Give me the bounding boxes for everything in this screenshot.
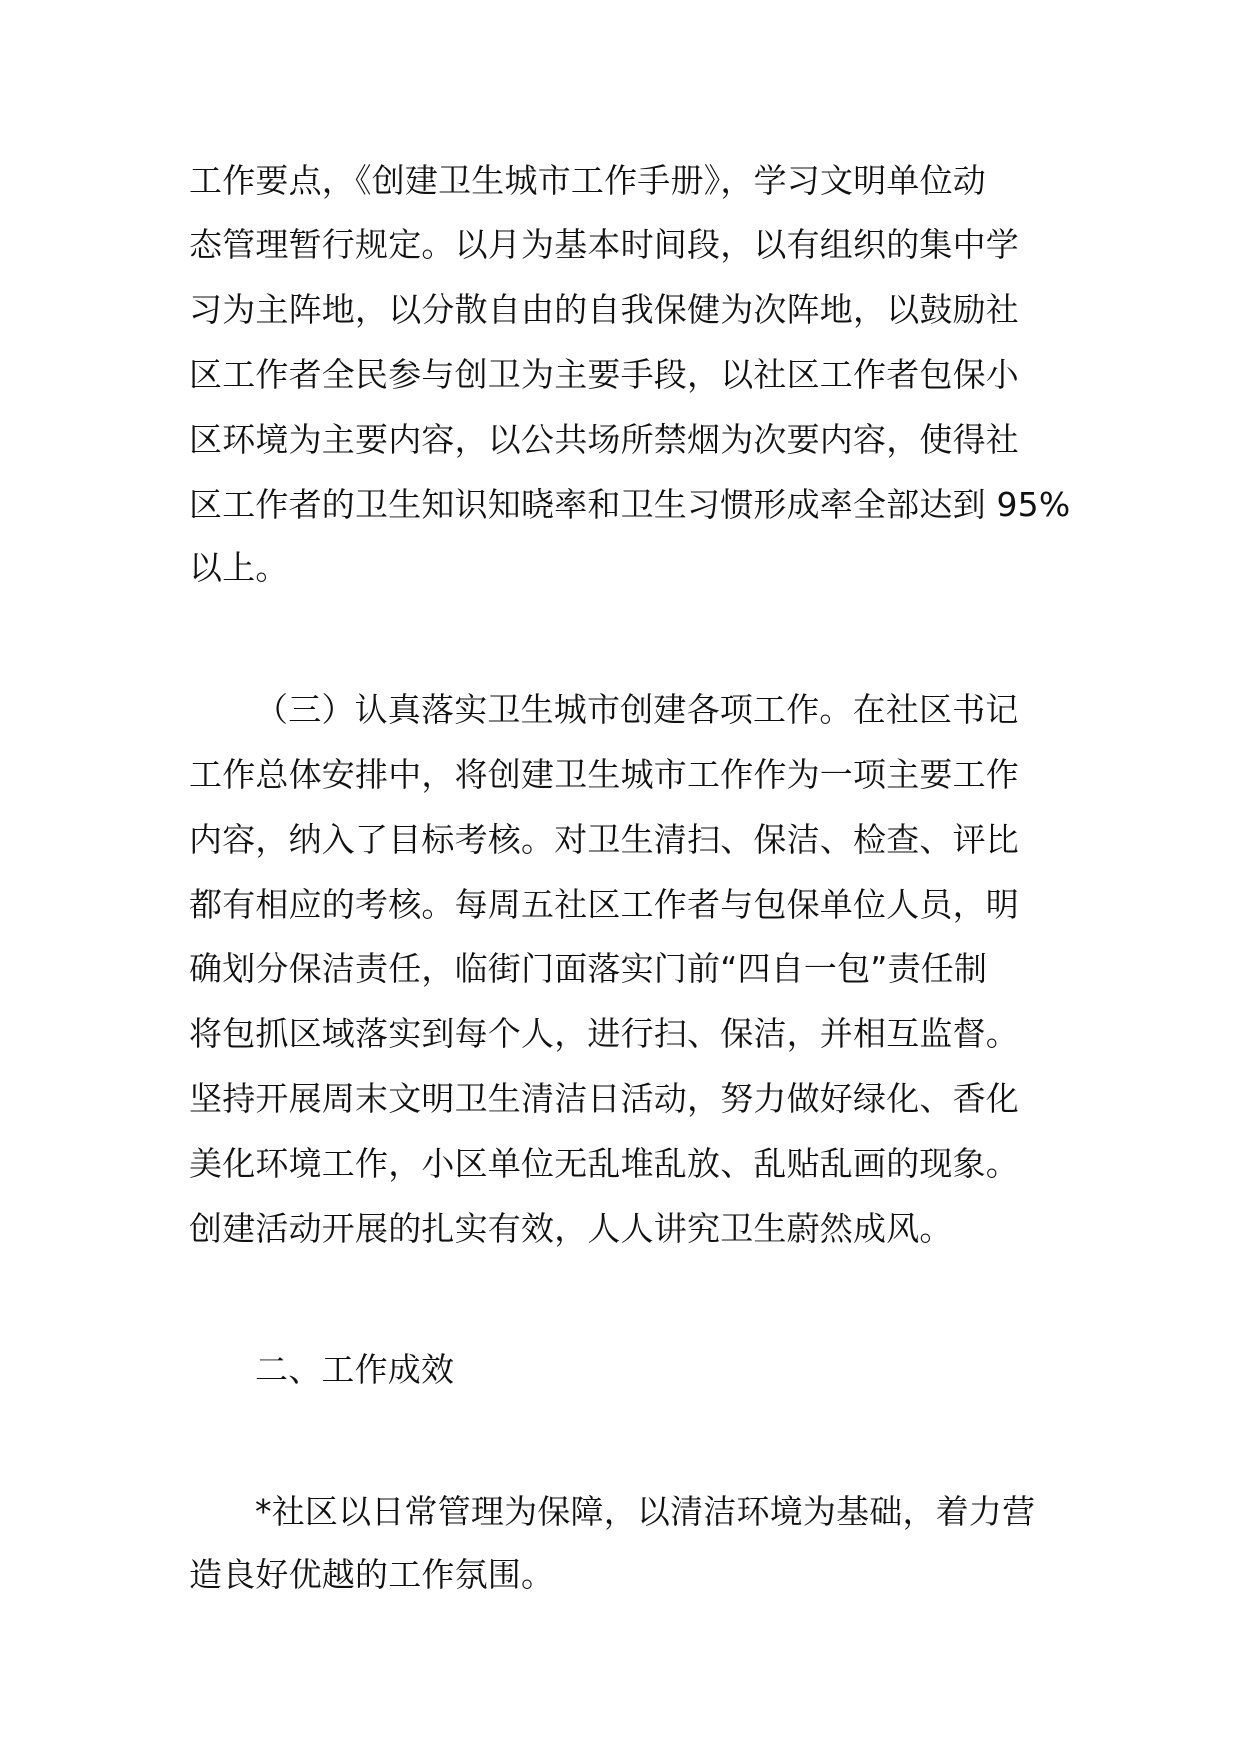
text-line: 都有相应的考核。每周五社区工作者与包保单位人员，明 — [189, 885, 1019, 924]
text-line: 习为主阵地，以分散自由的自我保健为次阵地，以鼓励社 — [189, 290, 1019, 329]
text-line: 造良好优越的工作氛围。 — [189, 1555, 555, 1594]
text-line: 内容，纳入了目标考核。对卫生清扫、保洁、检查、评比 — [189, 820, 1019, 859]
text-line: 确划分保洁责任，临街门面落实门前“四自一包”责任制 — [189, 949, 988, 988]
text-line: 将包抓区域落实到每个人，进行扫、保洁，并相互监督。 — [189, 1014, 1019, 1053]
text-line: 工作要点，《创建卫生城市工作手册》，学习文明单位动 — [189, 161, 986, 200]
text-line: 区工作者全民参与创卫为主要手段，以社区工作者包保小 — [189, 355, 1019, 394]
section-title: 二、工作成效 — [255, 1350, 455, 1389]
text-line: 坚持开展周末文明卫生清洁日活动，努力做好绿化、香化 — [189, 1079, 1019, 1118]
text-line: *社区以日常管理为保障，以清洁环境为基础，着力营 — [255, 1492, 1036, 1531]
text-line: 区环境为主要内容，以公共场所禁烟为次要内容，使得社 — [189, 420, 1019, 459]
text-line: 创建活动开展的扎实有效，人人讲究卫生蔚然成风。 — [189, 1209, 953, 1248]
text-line: 态管理暂行规定。以月为基本时间段，以有组织的集中学 — [189, 225, 1019, 264]
section-heading-line: （三）认真落实卫生城市创建各项工作。在社区书记 — [255, 690, 1019, 729]
text-line: 区工作者的卫生知识知晓率和卫生习惯形成率全部达到 95% — [189, 485, 1071, 524]
text-line: 以上。 — [189, 548, 289, 587]
text-line: 工作总体安排中，将创建卫生城市工作作为一项主要工作 — [189, 755, 1019, 794]
text-line: 美化环境工作，小区单位无乱堆乱放、乱贴乱画的现象。 — [189, 1144, 1019, 1183]
